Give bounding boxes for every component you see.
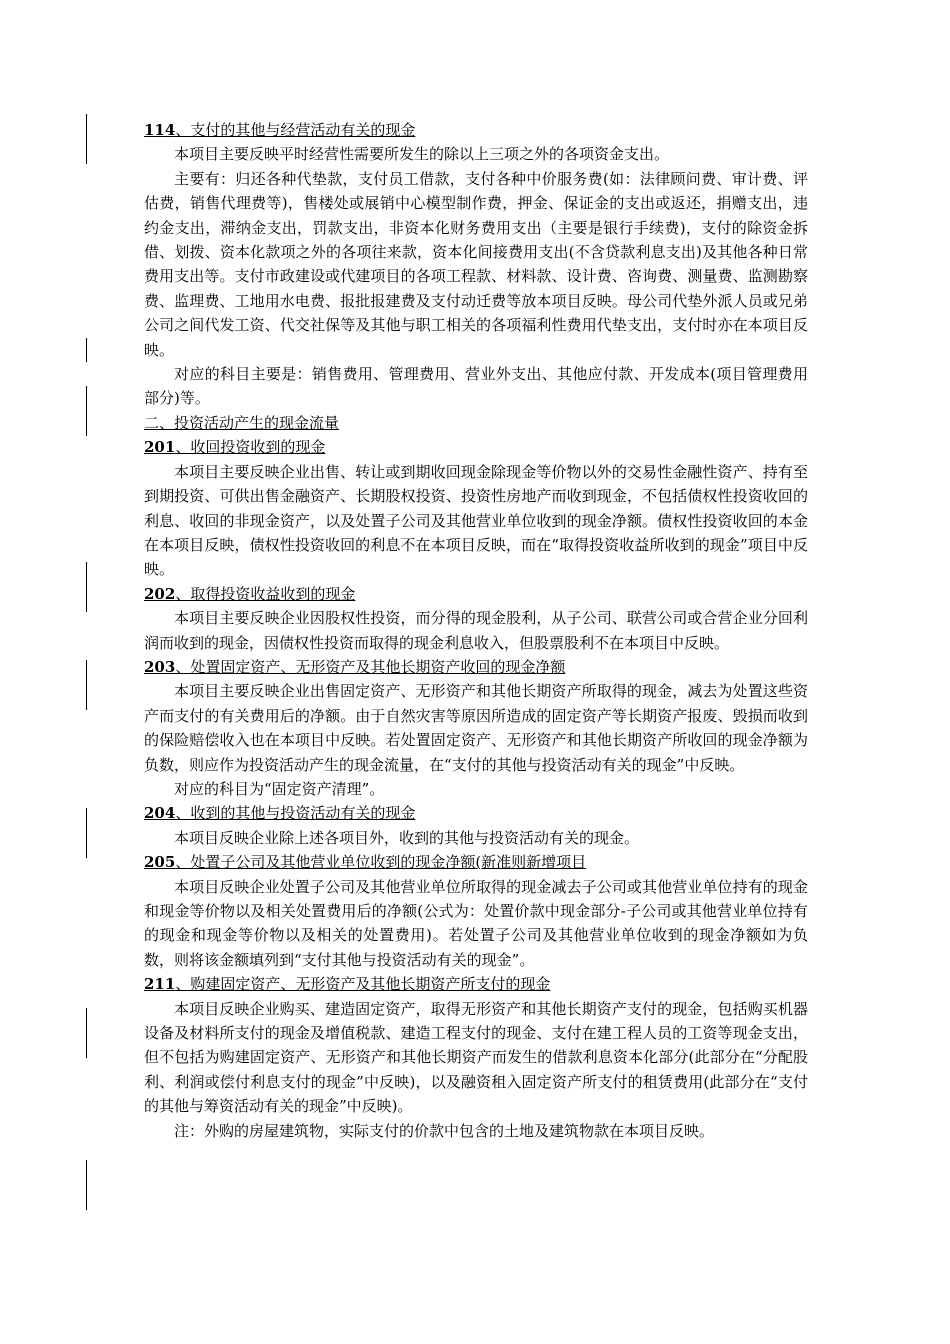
section-heading: 202、取得投资收益收到的现金 — [144, 584, 356, 603]
paragraph: 对应的科目主要是：销售费用、管理费用、营业外支出、其他应付款、开发成本(项目管理费用部分)等。 — [144, 365, 808, 408]
paragraph: 注：外购的房屋建筑物，实际支付的价款中包含的土地及建筑物款在本项目反映。 — [174, 1121, 715, 1140]
revision-bar — [86, 808, 87, 858]
document-body — [144, 118, 808, 1143]
paragraph: 本项目主要反映企业出售固定资产、无形资产和其他长期资产所取得的现金，减去为处置这些资产而支付的有关费用后的净额。由于自然灾害等原因所造成的固定资产等长期资产报废、毁损而收到的保险赔偿收入也在本项目中反映。若处置固定资产、无形资产和其他长期资产所收回的现金净额为负数，则应作为投资活动产生的现金流量，在“支付的其他与投资活动有关的现金”中反映。 — [144, 682, 808, 774]
revision-bar — [86, 114, 87, 164]
paragraph: 本项目主要反映平时经营性需要所发生的除以上三项之外的各项资金支出。 — [174, 145, 670, 164]
revision-bar — [86, 562, 87, 612]
paragraph: 对应的科目为“固定资产清理”。 — [174, 779, 385, 798]
section-heading: 211、购建固定资产、无形资产及其他长期资产所支付的现金 — [144, 975, 551, 994]
section-heading: 203、处置固定资产、无形资产及其他长期资产收回的现金净额 — [144, 657, 566, 676]
paragraph: 本项目反映企业购买、建造固定资产，取得无形资产和其他长期资产支付的现金，包括购买机器设备及材料所支付的现金及增值税款、建造工程支付的现金、支付在建工程人员的工资等现金支出，但不包括为购建固定资产、无形资产和其他长期资产而发生的借款利息资本化部分(此部分在“分配股利、利润或偿付利息支付的现金”中反映)，以及融资租入固定资产所支付的租赁费用(此部分在“支付的其他与筹资活动有关的现金”中反映)。 — [144, 999, 808, 1116]
section-heading: 205、处置子公司及其他营业单位收到的现金净额(新准则新增项目 — [144, 853, 587, 872]
section-heading: 201、收回投资收到的现金 — [144, 438, 326, 457]
paragraph: 本项目反映企业处置子公司及其他营业单位所取得的现金减去子公司或其他营业单位持有的现金和现金等价物以及相关处置费用后的净额(公式为：处置价款中现金部分-子公司或其他营业单位持有的现金和现金等价物以及相关的处置费用)。若处置子公司及其他营业单位收到的现金净额如为负数，则将该金额填列到“支付其他与投资活动有关的现金”。 — [144, 877, 808, 969]
section-heading: 114、支付的其他与经营活动有关的现金 — [144, 121, 416, 139]
section-heading: 204、收到的其他与投资活动有关的现金 — [144, 804, 416, 823]
revision-bar — [86, 386, 87, 436]
revision-bar — [86, 338, 87, 362]
paragraph: 本项目反映企业除上述各项目外，收到的其他与投资活动有关的现金。 — [174, 828, 640, 847]
revision-bar — [86, 1008, 87, 1058]
paragraph: 本项目主要反映企业出售、转让或到期收回现金除现金等价物以外的交易性金融性资产、持有至到期投资、可供出售金融资产、长期股权投资、投资性房地产而收到现金，不包括债权性投资收回的利息、收回的非现金资产，以及处置子公司及其他营业单位收到的现金净额。债权性投资收回的本金在本项目反映，债权性投资收回的利息不在本项目反映，而在“取得投资收益所收到的现金”项目中反映。 — [144, 462, 808, 579]
paragraph: 本项目主要反映企业因股权性投资，而分得的现金股利，从子公司、联营公司或合营企业分回利润而收到的现金，因债权性投资而取得的现金利息收入，但股票股利不在本项目中反映。 — [144, 609, 808, 652]
section-heading: 二、投资活动产生的现金流量 — [144, 413, 340, 432]
revision-bar — [86, 1160, 87, 1210]
paragraph: 主要有：归还各种代垫款，支付员工借款，支付各种中价服务费(如：法律顾问费、审计费、评估费，销售代理费等)，售楼处或展销中心模型制作费，押金、保证金的支出或返还，捐赠支出，违约金支出，滞纳金支出，罚款支出，非资本化财务费用支出（主要是银行手续费)，支付的除资金拆借、划拨、资本化款项之外的各项往来款，资本化间接费用支出(不含贷款利息支出)及其他各种日常费用支出等。支付市政建设或代建项目的各项工程款、材料款、设计费、咨询费、测量费、监测勘察费、监理费、工地用水电费、报批报建费及支付动迁费等放本项目反映。母公司代垫外派人员或兄弟公司之间代发工资、代交社保等及其他与职工相关的各项福利性费用代垫支出，支付时亦在本项目反映。 — [144, 169, 808, 359]
revision-bar — [86, 660, 87, 710]
